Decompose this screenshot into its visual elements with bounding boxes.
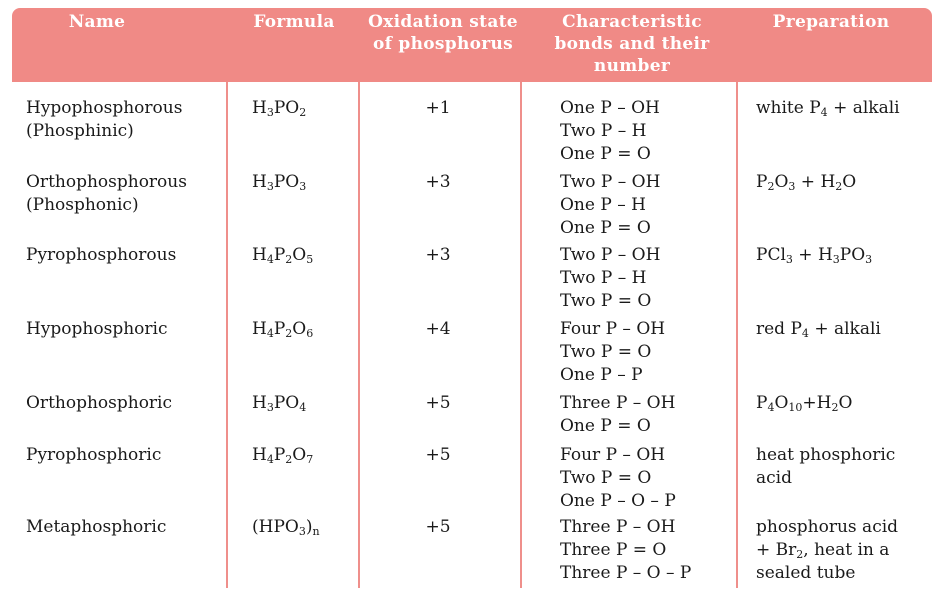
bond-item: Three P – OH (560, 517, 676, 537)
header-formula: Formula (253, 12, 335, 32)
bond-item: One P = O (560, 218, 651, 238)
bond-item: Three P – OH (560, 393, 676, 413)
preparation: phosphorus acid + $Br_2$, heat in a sealed tube (756, 517, 899, 583)
preparation: white $P_4$ + alkali (756, 98, 900, 119)
formula: $H_3PO_4$ (252, 393, 307, 414)
acid-name: Orthophosphorous (Phosphonic) (26, 172, 187, 215)
table-header (12, 8, 932, 82)
bonds-list (560, 244, 660, 313)
acid-name: Orthophosphoric (26, 393, 173, 413)
preparation: $P_4O_{10}+H_2O$ (756, 393, 853, 414)
bond-item: Two P – OH (560, 245, 661, 265)
preparation: $P_2O_3 + H_2O$ (756, 172, 857, 193)
column-divider (226, 82, 228, 588)
preparation: heat phosphoric acid (756, 445, 896, 488)
bonds-list (560, 444, 676, 513)
acid-name: Pyrophosphoric (26, 445, 162, 465)
oxidation-state: +4 (425, 319, 451, 339)
formula: $H_4P_2O_5$ (252, 245, 314, 266)
bonds-list (560, 392, 675, 438)
formula: $H_3PO_2$ (252, 98, 307, 119)
acid-name: Hypophosphoric (26, 319, 168, 339)
oxidation-state: +3 (425, 245, 451, 265)
bond-item: Two P – OH (560, 172, 661, 192)
column-divider (520, 82, 522, 588)
bond-item: Two P = O (560, 342, 652, 362)
formula: $(HPO_3)_n$ (252, 517, 320, 538)
bond-item: Two P = O (560, 291, 652, 311)
formula: $H_3PO_3$ (252, 172, 307, 193)
bond-item: Two P – H (560, 268, 647, 288)
header-bonds: Characteristic bonds and their number (554, 12, 710, 76)
bond-item: Three P = O (560, 540, 667, 560)
bond-item: Two P – H (560, 121, 647, 141)
bonds-list (560, 318, 665, 387)
bond-item: Four P – OH (560, 319, 666, 339)
bonds-list (560, 171, 660, 240)
acid-name: Hypophosphorous (Phosphinic) (26, 98, 183, 141)
bond-item: One P – P (560, 365, 643, 385)
bond-item: One P = O (560, 416, 651, 436)
bonds-list (560, 516, 691, 585)
preparation: $PCl_3 + H_3PO_3$ (756, 245, 873, 266)
column-divider (736, 82, 738, 588)
header-name: Name (68, 12, 126, 32)
oxidation-state: +1 (425, 98, 451, 118)
header-preparation: Preparation (772, 12, 890, 32)
column-divider (358, 82, 360, 588)
header-oxidation: Oxidation state of phosphorus (368, 12, 518, 54)
bond-item: Four P – OH (560, 445, 666, 465)
oxidation-state: +5 (425, 393, 451, 413)
formula: $H_4P_2O_7$ (252, 445, 314, 466)
oxidation-state: +3 (425, 172, 451, 192)
bond-item: One P – O – P (560, 491, 676, 511)
formula: $H_4P_2O_6$ (252, 319, 314, 340)
oxidation-state: +5 (425, 445, 451, 465)
preparation: red $P_4$ + alkali (756, 319, 881, 340)
acid-name: Metaphosphoric (26, 517, 167, 537)
bond-item: One P – OH (560, 98, 660, 118)
acid-name: Pyrophosphorous (26, 245, 177, 265)
bond-item: Two P = O (560, 468, 652, 488)
bond-item: Three P – O – P (560, 563, 692, 583)
bond-item: One P = O (560, 144, 651, 164)
oxidation-state: +5 (425, 517, 451, 537)
bond-item: One P – H (560, 195, 646, 215)
oxoacids-table (12, 8, 932, 588)
bonds-list (560, 97, 660, 166)
